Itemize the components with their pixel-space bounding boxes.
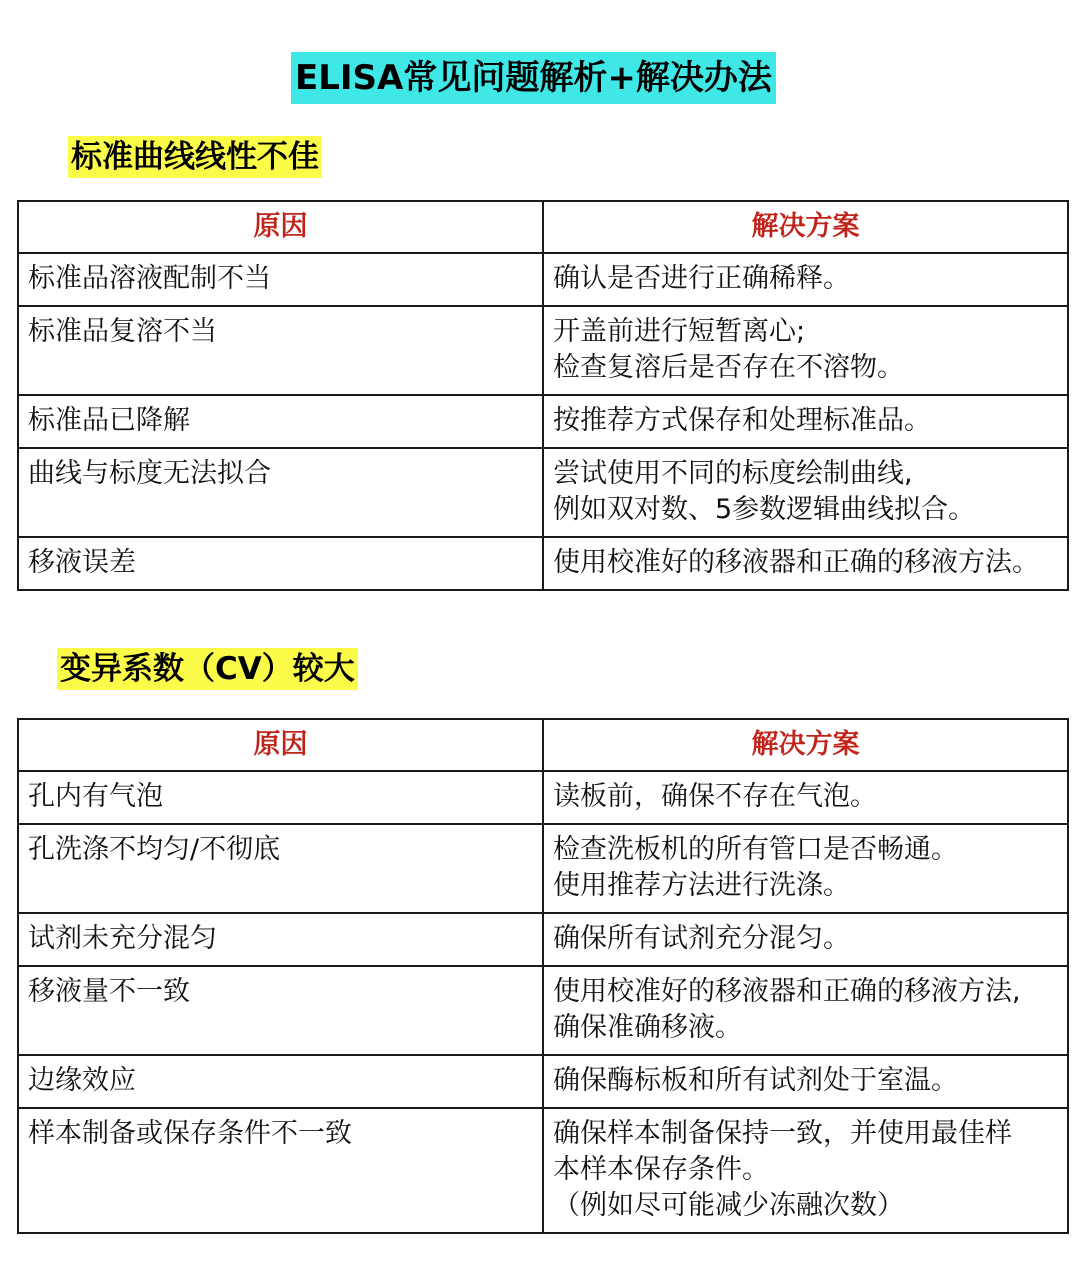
- table-row: [18, 966, 1068, 1055]
- cause-cell: 孔洗涤不均匀/不彻底: [18, 824, 543, 913]
- solution-cell: 读板前，确保不存在气泡。: [543, 771, 1068, 824]
- table-row: [18, 448, 1068, 537]
- page-title: ELISA常见问题解析+解决办法: [291, 52, 776, 104]
- solution-cell: 确保酶标板和所有试剂处于室温。: [543, 1055, 1068, 1108]
- solution-cell: 使用校准好的移液器和正确的移液方法, 确保准确移液。: [543, 966, 1068, 1055]
- cause-cell: 曲线与标度无法拟合: [18, 448, 543, 537]
- cause-cell: 移液误差: [18, 537, 543, 590]
- column-header-solution: 解决方案: [543, 719, 1068, 771]
- table-row: [18, 913, 1068, 966]
- column-header-cause: 原因: [18, 201, 543, 253]
- cause-cell: 样本制备或保存条件不一致: [18, 1108, 543, 1233]
- column-header-cause: 原因: [18, 719, 543, 771]
- table-row: [18, 771, 1068, 824]
- section-title-standard-curve: 标准曲线线性不佳: [68, 136, 322, 178]
- solution-cell: 按推荐方式保存和处理标准品。: [543, 395, 1068, 448]
- solution-cell: 检查洗板机的所有管口是否畅通。 使用推荐方法进行洗涤。: [543, 824, 1068, 913]
- cv-table: [17, 718, 1069, 1234]
- solution-cell: 使用校准好的移液器和正确的移液方法。: [543, 537, 1068, 590]
- cause-cell: 标准品溶液配制不当: [18, 253, 543, 306]
- table-row: [18, 253, 1068, 306]
- cause-cell: 移液量不一致: [18, 966, 543, 1055]
- solution-cell: 开盖前进行短暂离心; 检查复溶后是否存在不溶物。: [543, 306, 1068, 395]
- table-row: [18, 306, 1068, 395]
- table-row: [18, 395, 1068, 448]
- table-header-row: [18, 719, 1068, 771]
- solution-cell: 确保所有试剂充分混匀。: [543, 913, 1068, 966]
- cause-cell: 标准品已降解: [18, 395, 543, 448]
- cause-cell: 孔内有气泡: [18, 771, 543, 824]
- solution-cell: 尝试使用不同的标度绘制曲线, 例如双对数、5参数逻辑曲线拟合。: [543, 448, 1068, 537]
- standard-curve-table: [17, 200, 1069, 591]
- table-row: [18, 1055, 1068, 1108]
- cause-cell: 标准品复溶不当: [18, 306, 543, 395]
- cause-cell: 边缘效应: [18, 1055, 543, 1108]
- table-row: [18, 537, 1068, 590]
- solution-cell: 确认是否进行正确稀释。: [543, 253, 1068, 306]
- table-header-row: [18, 201, 1068, 253]
- section-title-cv: 变异系数（CV）较大: [57, 648, 358, 690]
- solution-cell: 确保样本制备保持一致，并使用最佳样 本样本保存条件。 （例如尽可能减少冻融次数）: [543, 1108, 1068, 1233]
- table-row: [18, 824, 1068, 913]
- cause-cell: 试剂未充分混匀: [18, 913, 543, 966]
- column-header-solution: 解决方案: [543, 201, 1068, 253]
- table-row: [18, 1108, 1068, 1233]
